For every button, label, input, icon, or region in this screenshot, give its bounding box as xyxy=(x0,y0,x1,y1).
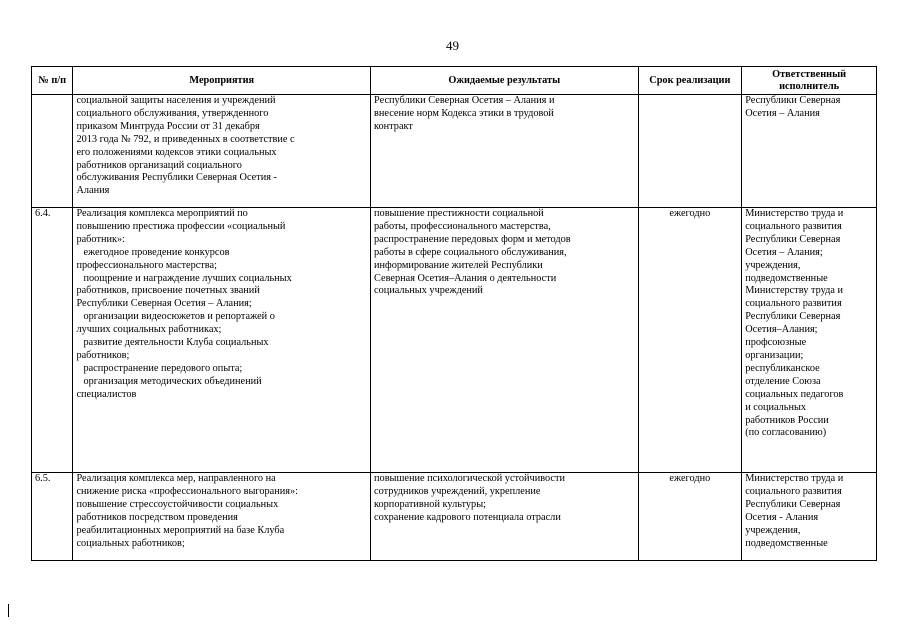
text-line: Реализация комплекса мероприятий по xyxy=(76,208,248,219)
text-line: Осетия–Алания; xyxy=(745,324,818,336)
header-num: № п/п xyxy=(32,67,73,95)
page-number: 49 xyxy=(446,38,459,53)
text-line: его положениями кодексов этики социальных xyxy=(76,146,277,158)
text-line: работы, профессионального мастерства, xyxy=(374,220,551,232)
text-line: реабилитационных мероприятий на базе Клуба xyxy=(76,524,285,536)
text-line: социальных работников; xyxy=(76,537,185,549)
header-term: Срок реализации xyxy=(638,67,742,95)
cell-exec xyxy=(742,473,877,561)
text-line: Республики Северная xyxy=(745,233,841,245)
text-line: распространение передового опыта; xyxy=(83,362,243,374)
text-line: приказом Минтруда России от 31 декабря xyxy=(76,120,260,132)
text-line: подведомственные xyxy=(745,537,828,549)
cell-term: ежегодно xyxy=(638,473,742,561)
cell-event xyxy=(73,208,371,473)
table-row xyxy=(32,95,877,208)
text-line: повышение психологической устойчивости xyxy=(374,473,566,484)
cell-result xyxy=(371,473,638,561)
text-line: профсоюзные xyxy=(745,337,807,349)
text-line: специалистов xyxy=(76,388,137,400)
text-line: Осетия – Алания xyxy=(745,107,820,119)
text-line: повышение стрессоустойчивости социальных xyxy=(76,498,279,510)
text-line: учреждения, xyxy=(745,259,801,271)
text-line: работников, присвоение почетных званий xyxy=(76,285,260,297)
text-line: контракт xyxy=(374,120,413,132)
text-line: повышению престижа профессии «социальный xyxy=(76,220,286,232)
table-row xyxy=(32,208,877,473)
text-line: Алания xyxy=(76,185,110,197)
text-line: подведомственные xyxy=(745,272,828,284)
text-line: Реализация комплекса мер, направленного на xyxy=(76,473,276,484)
text-line: работников организаций социального xyxy=(76,159,242,171)
text-line: лучших социальных работниках; xyxy=(76,324,222,336)
text-line: социального развития xyxy=(745,485,842,497)
text-line: Республики Северная xyxy=(745,95,841,106)
text-line: Республики Северная xyxy=(745,311,841,323)
header-event: Мероприятия xyxy=(73,67,371,95)
text-line: Министерству труда и xyxy=(745,285,843,297)
text-line: организации видеосюжетов и репортажей о xyxy=(83,311,275,323)
text-line: обслуживания Республики Северная Осетия - xyxy=(76,172,277,184)
text-line: сотрудников учреждений, укрепление xyxy=(374,485,541,497)
text-line: республиканское xyxy=(745,362,820,374)
text-line: снижение риска «профессионального выгорания»: xyxy=(76,485,298,497)
cell-num: 6.4. xyxy=(32,208,73,473)
cell-result xyxy=(371,208,638,473)
text-line: организации; xyxy=(745,349,804,361)
text-line: учреждения, xyxy=(745,524,801,536)
text-line: ежегодное проведение конкурсов xyxy=(83,246,230,258)
text-line: Северная Осетия–Алания о деятельности xyxy=(374,272,557,284)
text-line: (по согласованию) xyxy=(745,427,827,439)
text-line: социальных учреждений xyxy=(374,285,483,297)
cell-event xyxy=(73,95,371,208)
text-line: социальной защиты населения и учреждений xyxy=(76,95,276,106)
text-line: Республики Северная Осетия – Алания; xyxy=(76,298,252,310)
text-line: работников; xyxy=(76,349,130,361)
text-line: работник»: xyxy=(76,233,125,245)
text-line: Республики Северная Осетия – Алания и xyxy=(374,95,555,106)
text-line: социального обслуживания, утвержденного xyxy=(76,107,269,119)
text-line: поощрение и награждение лучших социальных xyxy=(83,272,292,284)
text-line: отделение Союза xyxy=(745,375,821,387)
text-line: Министерство труда и xyxy=(745,208,844,219)
text-line: профессионального мастерства; xyxy=(76,259,217,271)
text-line: Республики Северная xyxy=(745,498,841,510)
cell-term: ежегодно xyxy=(638,208,742,473)
text-line: Министерство труда и xyxy=(745,473,844,484)
text-line: работы в сфере социального обслуживания, xyxy=(374,246,567,258)
text-line: Осетия – Алания; xyxy=(745,246,823,258)
table-header-row xyxy=(32,67,877,95)
text-line: работников России xyxy=(745,414,829,426)
scan-edge-mark xyxy=(8,604,9,617)
text-line: 2013 года № 792, и приведенных в соответствие с xyxy=(76,133,295,145)
text-line: работников посредством проведения xyxy=(76,511,238,523)
text-line: сохранение кадрового потенциала отрасли xyxy=(374,511,561,523)
cell-exec xyxy=(742,208,877,473)
text-line: организация методических объединений xyxy=(83,375,262,387)
cell-event xyxy=(73,473,371,561)
text-line: повышение престижности социальной xyxy=(374,208,544,219)
cell-result xyxy=(371,95,638,208)
header-exec: Ответственный исполнитель xyxy=(742,67,877,95)
text-line: социального развития xyxy=(745,298,842,310)
text-line: Осетия - Алания xyxy=(745,511,819,523)
text-line: развитие деятельности Клуба социальных xyxy=(83,337,269,349)
text-line: информирование жителей Республики xyxy=(374,259,543,271)
table-row xyxy=(32,473,877,561)
text-line: распространение передовых форм и методов xyxy=(374,233,571,245)
text-line: социального развития xyxy=(745,220,842,232)
cell-num: 6.5. xyxy=(32,473,73,561)
cell-num xyxy=(32,95,73,208)
cell-term xyxy=(638,95,742,208)
measures-table xyxy=(31,66,877,561)
cell-exec xyxy=(742,95,877,208)
text-line: корпоративной культуры; xyxy=(374,498,486,510)
text-line: социальных педагогов xyxy=(745,388,844,400)
text-line: внесение норм Кодекса этики в трудовой xyxy=(374,107,554,119)
text-line: и социальных xyxy=(745,401,807,413)
header-result: Ожидаемые результаты xyxy=(371,67,638,95)
